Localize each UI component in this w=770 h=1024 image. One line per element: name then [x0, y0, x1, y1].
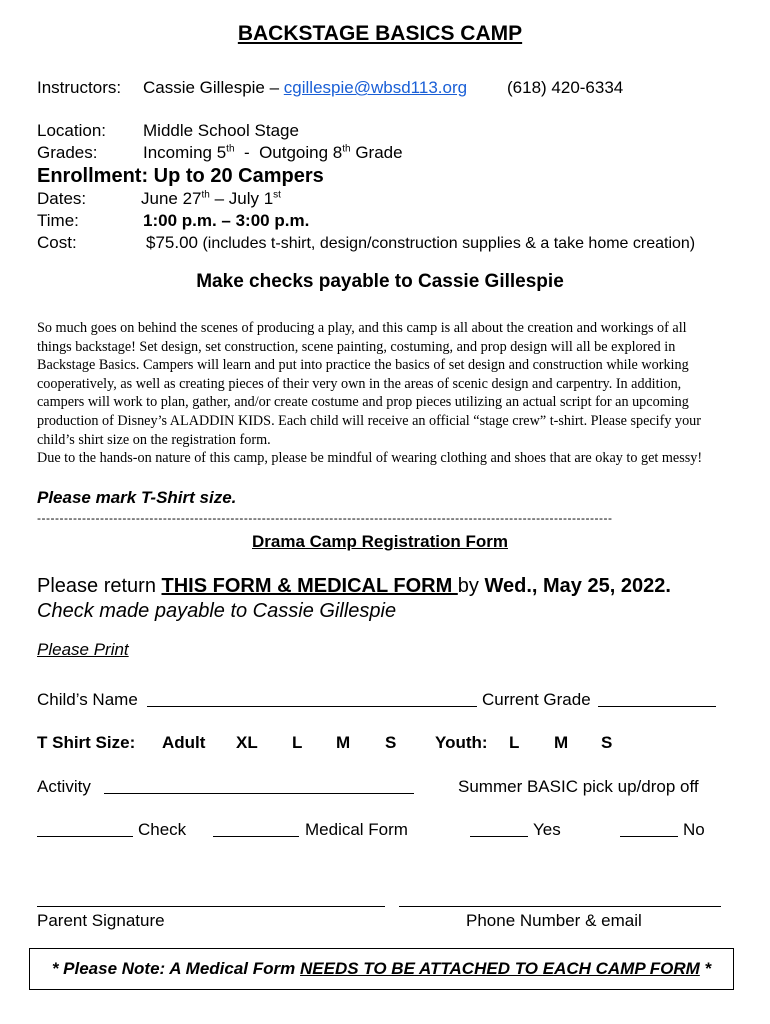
child-name-label: Child’s Name: [37, 690, 138, 709]
return-pre: Please return: [37, 575, 162, 597]
grades-pre: Incoming 5: [143, 143, 227, 162]
tshirt-adult-xl[interactable]: XL: [236, 733, 258, 752]
description-paragraph-1: So much goes on behind the scenes of producing a play, and this camp is all about the creation and workings of all things backstage! Set design, set construction, scene painting, costuming, and prop design will all be explored in Backstage Basics. Campers will learn and put into practice the basics of set design and construction while working cooperatively, as well as creating pieces of their very own in the areas of scenic design and carpentry. In addition, campers will work to plan, gather, and/or create costume and prop pieces utilizing an actual script for an upcoming production of Disney’s ALADDIN KIDS. Each child will receive an official “stage crew” t-shirt. Please specify your child’s shirt size on the registration form.: [37, 320, 701, 448]
return-forms: THIS FORM & MEDICAL FORM: [161, 575, 458, 597]
registration-form-heading: Drama Camp Registration Form: [252, 532, 508, 551]
medical-form-note: [29, 948, 734, 990]
camp-description: [37, 319, 723, 468]
yes-field[interactable]: [470, 822, 528, 837]
enrollment-heading: Enrollment: Up to 20 Campers: [37, 165, 324, 187]
cost-label: Cost:: [37, 233, 77, 252]
phone-email-field[interactable]: [399, 892, 721, 907]
instructor-name: [143, 78, 467, 98]
tshirt-adult-s[interactable]: S: [385, 733, 397, 752]
parent-signature-field[interactable]: [37, 892, 385, 907]
cut-line: --------------------------------------------------------------------------------------------------------------------------------: [37, 511, 613, 525]
instructor-phone: (618) 420-6334: [507, 78, 624, 97]
grades-value: [143, 143, 403, 163]
medical-form-field[interactable]: [213, 822, 299, 837]
dates-pre: June 27: [141, 189, 202, 208]
location-label: Location:: [37, 121, 106, 140]
cost-value: [146, 233, 695, 253]
check-label: Check: [138, 820, 187, 839]
cost-amount: $75.00: [146, 233, 198, 252]
child-name-field[interactable]: [147, 692, 477, 707]
phone-email-label: Phone Number & email: [466, 911, 642, 930]
instructor-email-link[interactable]: cgillespie@wbsd113.org: [283, 78, 468, 97]
medical-form-label: Medical Form: [305, 820, 408, 839]
grades-sup1: th: [226, 143, 235, 155]
location-value: Middle School Stage: [143, 121, 299, 140]
no-field[interactable]: [620, 822, 678, 837]
instructors-label: Instructors:: [37, 78, 122, 97]
current-grade-label: Current Grade: [482, 690, 591, 709]
grades-sup2: th: [342, 143, 351, 155]
grades-post: Grade: [350, 143, 403, 162]
activity-label: Activity: [37, 777, 91, 796]
note-post: *: [699, 959, 712, 978]
instructor-name-text: Cassie Gillespie –: [143, 78, 280, 97]
current-grade-field[interactable]: [598, 692, 716, 707]
dates-sup2: st: [273, 189, 281, 201]
activity-field[interactable]: [104, 779, 414, 794]
grades-mid: - Outgoing 8: [234, 143, 343, 162]
dates-sup1: th: [201, 189, 210, 201]
time-label: Time:: [37, 211, 79, 230]
cost-detail: (includes t-shirt, design/construction supplies & a take home creation): [198, 235, 696, 252]
please-print-note: Please Print: [37, 640, 129, 659]
dates-mid: – July 1: [209, 189, 274, 208]
tshirt-adult-l[interactable]: L: [292, 733, 303, 752]
grades-label: Grades:: [37, 143, 98, 162]
note-pre: * Please Note: A Medical Form: [51, 959, 300, 978]
time-value: 1:00 p.m. – 3:00 p.m.: [143, 211, 310, 230]
tshirt-youth-l[interactable]: L: [509, 733, 520, 752]
parent-signature-label: Parent Signature: [37, 911, 165, 930]
checks-payable-heading: Make checks payable to Cassie Gillespie: [196, 271, 564, 292]
tshirt-youth-label: Youth:: [435, 733, 488, 752]
check-made-payable: Check made payable to Cassie Gillespie: [37, 600, 397, 622]
tshirt-youth-m[interactable]: M: [554, 733, 569, 752]
tshirt-size-label: T Shirt Size:: [37, 733, 136, 752]
dates-value: [141, 189, 281, 209]
no-label: No: [683, 820, 705, 839]
note-emphasis: NEEDS TO BE ATTACHED TO EACH CAMP FORM: [299, 959, 700, 978]
dates-label: Dates:: [37, 189, 87, 208]
pickup-dropoff-label: Summer BASIC pick up/drop off: [458, 777, 699, 796]
return-deadline: Wed., May 25, 2022.: [484, 575, 671, 597]
return-by: by: [457, 575, 485, 597]
mark-tshirt-note: Please mark T-Shirt size.: [37, 488, 237, 507]
check-field[interactable]: [37, 822, 133, 837]
page-title: BACKSTAGE BASICS CAMP: [237, 22, 523, 45]
tshirt-adult-m[interactable]: M: [336, 733, 351, 752]
description-paragraph-2: Due to the hands-on nature of this camp, please be mindful of wearing clothing and shoes that are okay to get messy!: [37, 450, 703, 467]
return-instruction: [37, 575, 671, 598]
tshirt-adult-label: Adult: [162, 733, 206, 752]
yes-label: Yes: [533, 820, 561, 839]
tshirt-youth-s[interactable]: S: [601, 733, 613, 752]
